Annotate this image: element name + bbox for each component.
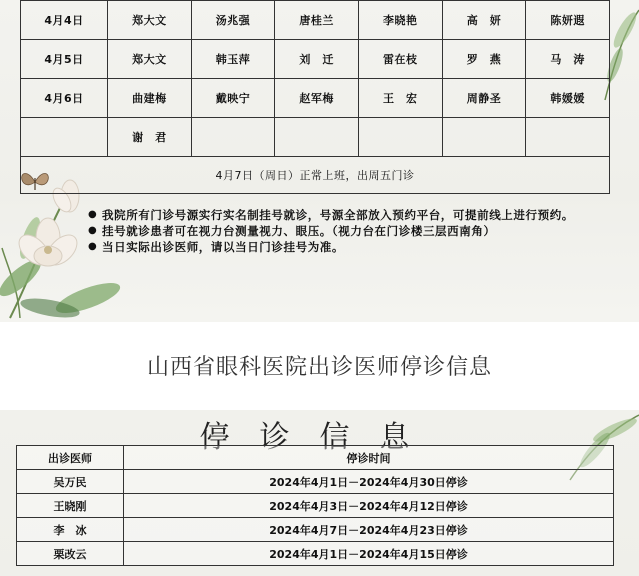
schedule-table	[20, 0, 610, 194]
doctor-cell	[191, 118, 275, 157]
column-header: 停诊时间	[124, 446, 614, 470]
section-title: 山西省眼科医院出诊医师停诊信息	[146, 355, 492, 380]
doctor-cell	[275, 118, 359, 157]
doctor-cell: 李 冰	[17, 518, 124, 542]
schedule-row	[21, 1, 610, 40]
date-cell: 4月5日	[21, 40, 108, 79]
doctor-cell: 郑大文	[108, 1, 192, 40]
period-cell: 2024年4月7日－2024年4月23日停诊	[124, 518, 614, 542]
doctor-cell: 谢 君	[108, 118, 192, 157]
table-row	[17, 518, 614, 542]
notice-item: ● 当日实际出诊医师，请以当日门诊挂号为准。	[88, 239, 608, 255]
doctor-cell: 韩媛媛	[526, 79, 610, 118]
doctor-cell: 吴万民	[17, 470, 124, 494]
doctor-cell: 雷在枝	[358, 40, 442, 79]
table-row	[17, 470, 614, 494]
table-header-row	[17, 446, 614, 470]
schedule-note: 4月7日（周日）正常上班，出周五门诊	[21, 157, 610, 194]
doctor-cell: 唐桂兰	[275, 1, 359, 40]
period-cell: 2024年4月3日－2024年4月12日停诊	[124, 494, 614, 518]
doctor-cell: 栗改云	[17, 542, 124, 566]
schedule-row	[21, 118, 610, 157]
doctor-cell: 汤兆强	[191, 1, 275, 40]
column-header: 出诊医师	[17, 446, 124, 470]
doctor-cell: 周静圣	[442, 79, 526, 118]
notice-list	[88, 207, 608, 255]
table-row	[17, 542, 614, 566]
doctor-cell: 刘 迁	[275, 40, 359, 79]
doctor-cell: 罗 燕	[442, 40, 526, 79]
doctor-cell: 赵军梅	[275, 79, 359, 118]
doctor-cell: 曲建梅	[108, 79, 192, 118]
schedule-row	[21, 40, 610, 79]
period-cell: 2024年4月1日－2024年4月30日停诊	[124, 470, 614, 494]
doctor-cell	[442, 118, 526, 157]
date-cell	[21, 118, 108, 157]
table-row	[17, 494, 614, 518]
doctor-cell: 王晓刚	[17, 494, 124, 518]
date-cell: 4月4日	[21, 1, 108, 40]
doctor-cell	[526, 118, 610, 157]
notice-item: ● 挂号就诊患者可在视力台测量视力、眼压。（视力台在门诊楼三层西南角）	[88, 223, 608, 239]
doctor-cell: 郑大文	[108, 40, 192, 79]
stop-table	[16, 445, 614, 566]
doctor-cell: 陈妍遐	[526, 1, 610, 40]
notice-item: ● 我院所有门诊号源实行实名制挂号就诊，号源全部放入预约平台，可提前线上进行预约。	[88, 207, 608, 223]
doctor-cell: 马 涛	[526, 40, 610, 79]
stop-heading: 停诊信息	[199, 420, 440, 455]
doctor-cell	[358, 118, 442, 157]
period-cell: 2024年4月1日－2024年4月15日停诊	[124, 542, 614, 566]
doctor-cell: 李晓艳	[358, 1, 442, 40]
doctor-cell: 戴映宁	[191, 79, 275, 118]
schedule-row	[21, 79, 610, 118]
doctor-cell: 王 宏	[358, 79, 442, 118]
date-cell: 4月6日	[21, 79, 108, 118]
doctor-cell: 高 妍	[442, 1, 526, 40]
doctor-cell: 韩玉萍	[191, 40, 275, 79]
schedule-note-row	[21, 157, 610, 194]
